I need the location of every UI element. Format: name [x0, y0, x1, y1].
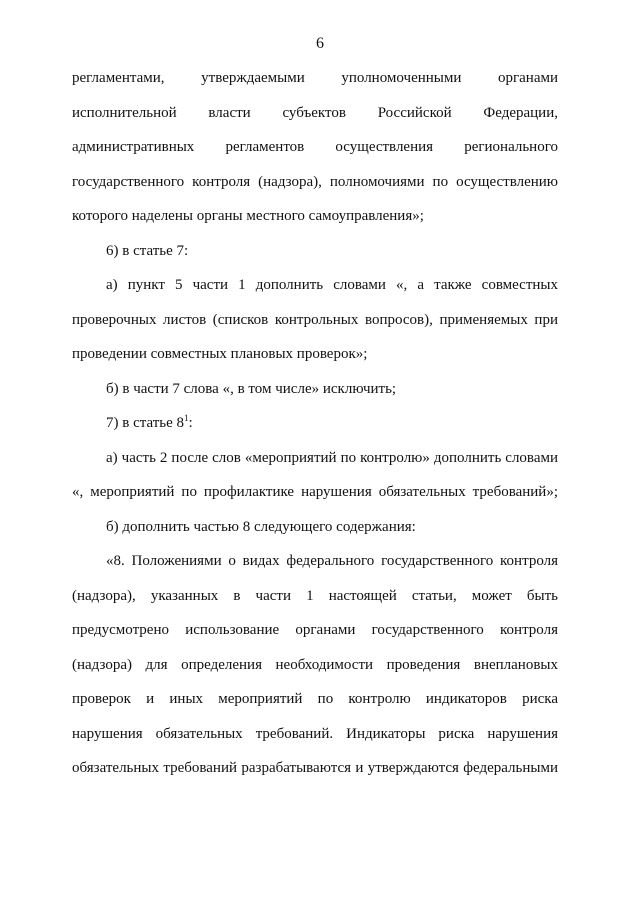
article-8-text: 7) в статье 8 [106, 415, 185, 431]
article-8-superscript: 1 [184, 413, 189, 423]
text-line: проверок и иных мероприятий по контролю индикаторов риска [72, 691, 558, 707]
text-line: государственного контроля (надзора), полномочиями по осуществлению [72, 173, 558, 190]
text-line: б) дополнить частью 8 следующего содержания: [106, 518, 416, 535]
text-line: проверочных листов (списков контрольных вопросов), применяемых при [72, 311, 558, 328]
text-line: регламентами, утверждаемыми уполномоченными органами [72, 70, 558, 86]
text-line: б) в части 7 слова «, в том числе» исключить; [106, 380, 397, 397]
text-line: исполнительной власти субъектов Российской Федерации, [72, 104, 558, 121]
text-line: нарушения обязательных требований. Индикаторы риска нарушения [72, 725, 558, 742]
page-number: 6 [316, 35, 324, 52]
text-line: (надзора), указанных в части 1 настоящей статьи, может быть [72, 587, 558, 604]
text-line: а) пункт 5 части 1 дополнить словами «, а также совместных [106, 277, 558, 293]
text-line: 6) в статье 7: [106, 242, 189, 259]
text-line: «, мероприятий по профилактике нарушения обязательных требований»; [72, 484, 558, 500]
document-body [72, 61, 558, 786]
text-line: предусмотрено использование органами государственного контроля [72, 622, 558, 638]
text-line: административных регламентов осуществления регионального [72, 139, 558, 155]
text-line: проведении совместных плановых проверок»; [72, 346, 368, 362]
article-8-colon: : [188, 415, 193, 431]
text-line: (надзора) для определения необходимости проведения внеплановых [72, 656, 558, 673]
text-line: «8. Положениями о видах федерального государственного контроля [106, 553, 558, 569]
text-line: которого наделены органы местного самоуправления»; [72, 208, 424, 224]
text-line: а) часть 2 после слов «мероприятий по контролю» дополнить словами [106, 449, 558, 466]
text-line: обязательных требований разрабатываются и утверждаются федеральными [72, 760, 558, 776]
text-line-article-8 [72, 406, 558, 441]
